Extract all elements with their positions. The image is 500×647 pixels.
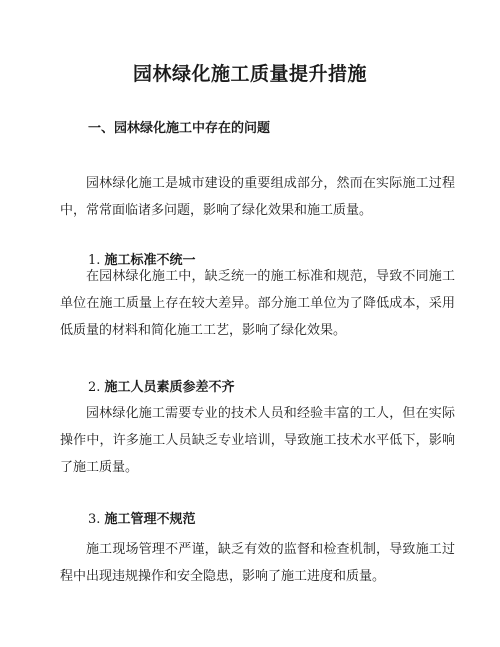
subheading-number: 2. <box>88 380 101 395</box>
subheading-3 <box>88 510 196 530</box>
subheading-title: 施工标准不统一 <box>104 253 196 268</box>
paragraph-1: 在园林绿化施工中，缺乏统一的施工标准和规范，导致不同施工单位在施工质量上存在较大差异。部分施工单位为了降低成本，采用低质量的材料和简化施工工艺，影响了绿化效果。 <box>60 269 455 338</box>
paragraph-2: 园林绿化施工需要专业的技术人员和经验丰富的工人，但在实际操作中，许多施工人员缺乏专业培训，导致施工技术水平低下，影响了施工质量。 <box>60 406 455 475</box>
subheading-title: 施工人员素质参差不齐 <box>104 380 235 395</box>
subheading-number: 3. <box>88 512 101 527</box>
subheading-2 <box>88 378 235 398</box>
paragraph-3: 施工现场管理不严谨，缺乏有效的监督和检查机制，导致施工过程中出现违规操作和安全隐患，影响了施工进度和质量。 <box>60 542 455 584</box>
subheading-number: 1. <box>88 253 101 268</box>
section-heading: 一、园林绿化施工中存在的问题 <box>88 121 271 136</box>
subheading-title: 施工管理不规范 <box>104 512 196 527</box>
document-title: 园林绿化施工质量提升措施 <box>132 63 367 85</box>
intro-paragraph: 园林绿化施工是城市建设的重要组成部分，然而在实际施工过程中，常常面临诸多问题，影响了绿化效果和施工质量。 <box>60 176 455 218</box>
